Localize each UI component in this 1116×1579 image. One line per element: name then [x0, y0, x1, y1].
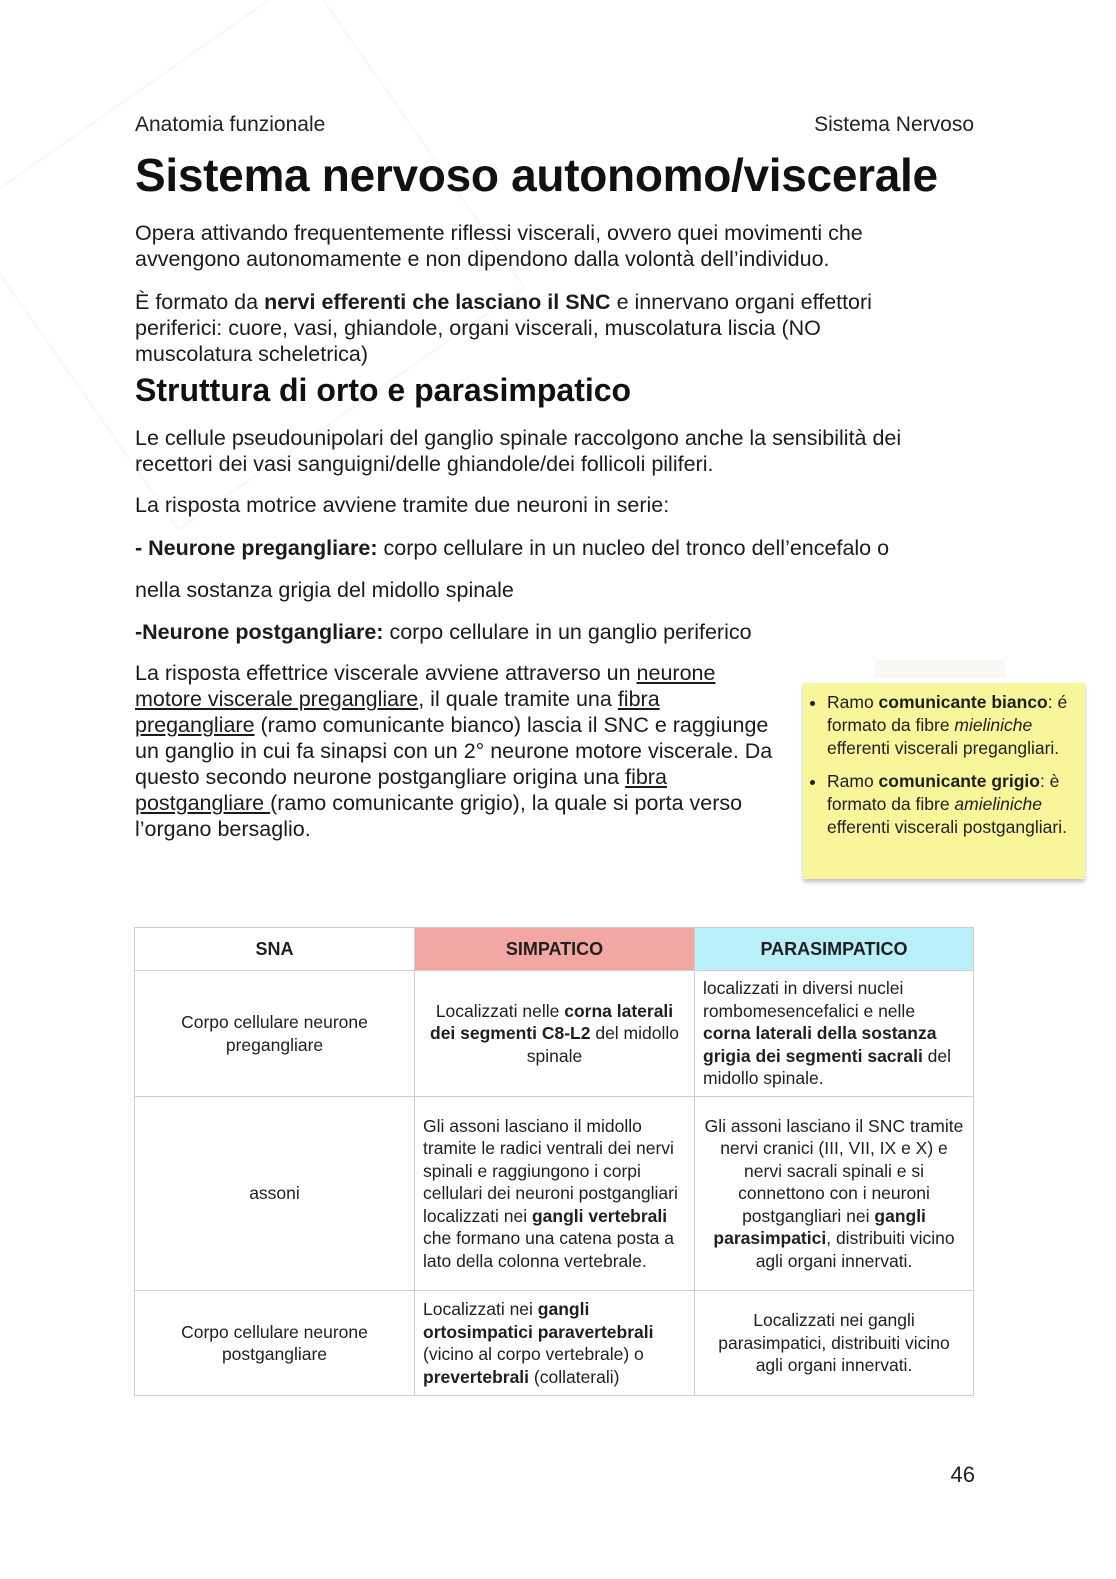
page-number: 46	[950, 1462, 975, 1487]
row-label: Corpo cellulare neurone postgangliare	[135, 1291, 415, 1396]
row-label: Corpo cellulare neurone pregangliare	[135, 971, 415, 1097]
comparison-table	[134, 927, 974, 1396]
note-tape	[875, 660, 1005, 678]
table-row	[135, 1291, 974, 1396]
preganglionic-neuron: - Neurone pregangliare: corpo cellulare in un nucleo del tronco dell’encefalo o	[135, 536, 890, 560]
cell-parasimpatico: Gli assoni lasciano il SNC tramite nervi cranici (III, VII, IX e X) e nervi sacrali spinali e si connettono con i neuroni postgangliari nei gangli parasimpatici, distribuiti vicino agli organi innervati.	[695, 1097, 974, 1291]
response-paragraph: La risposta effettrice viscerale avviene attraverso un neurone motore viscerale pregangliare, il quale tramite una fibra pregangliare (ramo comunicante bianco) lascia il SNC e raggiunge un ganglio in cui fa sinapsi con un 2° neurone motore viscerale. Da questo secondo neurone postgangliare origina una fibra postgangliare (ramo comunicante grigio), la quale si porta verso l’organo bersaglio.	[135, 661, 773, 841]
sticky-note	[803, 683, 1085, 879]
table-header-row	[135, 928, 974, 971]
cell-simpatico: Localizzati nei gangli ortosimpatici paravertebrali (vicino al corpo vertebrale) o prevertebrali (collaterali)	[415, 1291, 695, 1396]
header-topic: Sistema Nervoso	[814, 113, 974, 136]
note-item-grey-ramus: • Ramo comunicante grigio: è formato da fibre amieliniche efferenti viscerali postgangliari.	[827, 770, 1077, 839]
header-course: Anatomia funzionale	[135, 113, 326, 136]
cell-parasimpatico: Localizzati nei gangli parasimpatici, distribuiti vicino agli organi innervati.	[695, 1291, 974, 1396]
table-row	[135, 971, 974, 1097]
preganglionic-neuron-cont: nella sostanza grigia del midollo spinale	[135, 578, 514, 602]
intro-paragraph-1: Opera attivando frequentemente riflessi viscerali, ovvero quei movimenti che avvengono autonomamente e non dipendono dalla volontà dell’individuo.	[135, 221, 863, 271]
column-header-simpatico: SIMPATICO	[415, 928, 695, 971]
cell-simpatico: Gli assoni lasciano il midollo tramite le radici ventrali dei nervi spinali e raggiungono i corpi cellulari dei neuroni postgangliari localizzati nei gangli vertebrali che formano una catena posta a lato della colonna vertebrale.	[415, 1097, 695, 1291]
column-header-parasimpatico: PARASIMPATICO	[695, 928, 974, 971]
postganglionic-neuron: -Neurone postgangliare: corpo cellulare in un ganglio periferico	[135, 620, 752, 644]
section-paragraph-2: La risposta motrice avviene tramite due neuroni in serie:	[135, 493, 670, 517]
page-title: Sistema nervoso autonomo/viscerale	[135, 149, 938, 201]
section-heading: Struttura di orto e parasimpatico	[135, 372, 632, 408]
cell-simpatico: Localizzati nelle corna laterali dei segmenti C8-L2 del midollo spinale	[415, 971, 695, 1097]
table-row	[135, 1097, 974, 1291]
column-header-sna: SNA	[135, 928, 415, 971]
note-item-white-ramus: • Ramo comunicante bianco: é formato da fibre mieliniche efferenti viscerali pregangliari.	[827, 691, 1077, 760]
section-paragraph-1: Le cellule pseudounipolari del ganglio spinale raccolgono anche la sensibilità dei recettori dei vasi sanguigni/delle ghiandole/dei follicoli piliferi.	[135, 426, 902, 476]
intro-paragraph-2: È formato da nervi efferenti che lasciano il SNC e innervano organi effettori periferici: cuore, vasi, ghiandole, organi viscerali, muscolatura liscia (NO muscolatura scheletrica)	[135, 290, 872, 366]
cell-parasimpatico: localizzati in diversi nuclei rombomesencefalici e nelle corna laterali della sostanza grigia dei segmenti sacrali del midollo spinale.	[695, 971, 974, 1097]
row-label: assoni	[135, 1097, 415, 1291]
